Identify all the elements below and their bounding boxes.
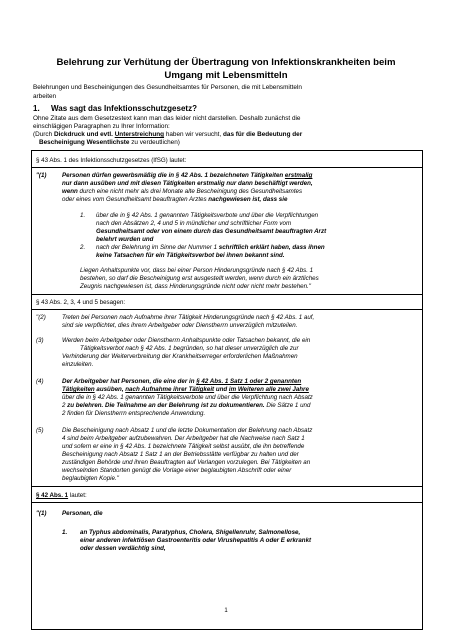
p4-bold: und bbox=[214, 386, 229, 393]
section-heading bbox=[33, 104, 197, 113]
p3-line-2: Tätigkeitsverbot nach § 42 Abs. 1 begründen, so hat dieser unverzüglich die zur bbox=[80, 345, 299, 352]
intro-line-2: arbeiten bbox=[33, 92, 57, 100]
s42-ref-bold: § 42 Abs. 1 bbox=[36, 492, 69, 499]
item-2-line-1 bbox=[96, 244, 325, 252]
item-1-line-2: nach den Absätzen 2, 4 und 5 in mündlicher und schriftlicher Form vom bbox=[96, 220, 292, 227]
item-2-text: nach der Belehrung im Sinne der Nummer 1 bbox=[96, 244, 219, 251]
p4-bold-underline: Tätigkeiten bbox=[62, 386, 95, 393]
p1-bold: wenn bbox=[62, 188, 78, 195]
p1-line-1 bbox=[62, 172, 312, 180]
lead-text: zu verdeutlichen) bbox=[129, 139, 180, 146]
p5-line-4: Bescheinigung nach Absatz 1 Satz 1 an der Betriebsstätte verfügbar zu halten und der bbox=[62, 451, 299, 458]
p4-line-3: über die in § 42 Abs. 1 genannten Tätigkeitsverbote und über die Verpflichtung nach Absatz bbox=[62, 394, 313, 401]
section-number: 1. bbox=[33, 104, 40, 113]
section-title: Was sagt das Infektionsschutzgesetz? bbox=[51, 104, 197, 113]
p1-line-3 bbox=[62, 188, 302, 196]
q1-item-number: 1. bbox=[62, 529, 68, 536]
item-2-line-2: keine Tatsachen für ein Tätigkeitsverbot bei ihnen bekannt sind. bbox=[96, 252, 285, 259]
item-1-line-3: Gesundheitsamt oder von einem durch das Gesundheitsamt beauftragten Arzt bbox=[96, 228, 327, 235]
p1-text: durch eine nicht mehr als drei Monate alte Bescheinigung des Gesundheitsamtes bbox=[77, 188, 303, 195]
lead-line-2: einschlägigen Paragraphen zu Ihrer Information: bbox=[33, 123, 170, 130]
lead-text: haben wir versucht, bbox=[164, 131, 224, 138]
p4-bold: Der Arbeitgeber hat Personen, die eine der in bbox=[62, 378, 197, 385]
s42-ref-text: lautet: bbox=[68, 492, 87, 499]
p1-text: Personen dürfen gewerbsmäßig die in § 42 Abs. 1 bezeichneten Tätigkeiten bbox=[62, 172, 285, 179]
p2-line-2: sind sie verpflichtet, dies ihrem Arbeitgeber oder Dienstherrn unverzüglich mitzuteilen. bbox=[62, 322, 298, 329]
p4-line-1 bbox=[62, 378, 301, 386]
lead-line-4 bbox=[33, 139, 422, 147]
p4-text: Die Sätze 1 und bbox=[264, 402, 311, 409]
p5-line-7: beglaubigten Kopie." bbox=[62, 475, 119, 482]
item-1-line-1: über die in § 42 Abs. 1 genannten Tätigkeitsverbote und über die Verpflichtungen bbox=[96, 212, 319, 219]
lead-bold-underline: Unterstreichung bbox=[114, 131, 165, 138]
p1-tail-line-2: bestehen, so darf die Bescheinigung erst ausgestellt werden, wenn durch ein ärztliches bbox=[80, 275, 319, 282]
lead-line-3 bbox=[33, 131, 422, 139]
p4-line-4 bbox=[62, 402, 310, 410]
p3-line-4: einzuleiten. bbox=[62, 361, 94, 368]
p1-tail-line-3: Zeugnis nachgewiesen ist, dass Hinderungsgründe nicht oder nicht mehr bestehen." bbox=[80, 283, 311, 290]
lead-bold: das für die Bedeutung der bbox=[223, 131, 303, 138]
divider bbox=[32, 486, 422, 487]
p1-line-4 bbox=[62, 196, 287, 204]
q1-line-2: einer anderen infektiösen Gastroenteritis oder Virushepatitis A oder E erkrankt bbox=[80, 537, 312, 544]
divider bbox=[32, 502, 422, 503]
s43-other-intro: § 43 Abs. 2, 3, 4 und 5 besagen: bbox=[36, 299, 126, 306]
p4-text: 2 bbox=[62, 402, 68, 409]
item-2-bold: schriftlich erklärt haben, dass ihnen bbox=[218, 244, 325, 251]
p1-bold: nachgewiesen ist, dass sie bbox=[208, 196, 288, 203]
q1-number: "(1) bbox=[36, 510, 47, 517]
p3-line-3: Verhinderung der Weiterverbreitung der Krankheitserreger erforderlichen Maßnahmen bbox=[62, 353, 298, 360]
q1-line-3: oder dessen verdächtig sind, bbox=[80, 545, 166, 552]
p1-underline: erstmalig bbox=[284, 172, 313, 179]
p3-number: (3) bbox=[36, 337, 44, 344]
q1-label: Personen, die bbox=[62, 510, 103, 517]
p4-bold-underline: nach Aufnahme ihrer Tätigkeit bbox=[125, 386, 215, 393]
p1-tail-line-1: Liegen Anhaltspunkte vor, dass bei einer Person Hinderungsgründe nach § 42 Abs. 1 bbox=[80, 267, 314, 274]
p4-bold-underline: im Weiteren alle zwei Jahre bbox=[228, 386, 309, 393]
p5-line-5: zuständigen Behörde und ihren Beauftragten auf Verlangen vorzulegen. Bei Tätigkeiten an bbox=[62, 459, 311, 466]
page-number: 1 bbox=[224, 608, 228, 614]
item-2-number: 2. bbox=[80, 244, 86, 251]
p1-text: oder eines vom Gesundheitsamt beauftragten Arztes bbox=[62, 196, 209, 203]
title-line-2: Umgang mit Lebensmitteln bbox=[164, 70, 288, 81]
law-quote-box bbox=[31, 150, 423, 630]
intro-line-1: Belehrungen und Bescheinigungen des Gesundheitsamtes für Personen, die mit Lebensmitteln bbox=[33, 84, 302, 91]
p2-number: "(2) bbox=[36, 314, 46, 321]
lead-text: (Durch bbox=[33, 131, 54, 138]
item-1-line-4: belehrt wurden und bbox=[96, 236, 154, 243]
p4-bold: ausüben, bbox=[94, 386, 126, 393]
p3-line-1: Werden beim Arbeitgeber oder Dienstherrn Anhaltspunkte oder Tatsachen bekannt, die ein bbox=[62, 337, 311, 344]
p2-line-1: Treten bei Personen nach Aufnahme ihrer Tätigkeit Hinderungsgründe nach § 42 Abs. 1 auf, bbox=[62, 314, 315, 321]
q1-line-1: an Typhus abdominalis, Paratyphus, Cholera, Shigellenruhr, Salmonellose, bbox=[80, 529, 301, 536]
p4-bold-underline: § 42 Abs. 1 Satz 1 oder 2 genannten bbox=[196, 378, 302, 385]
document-title bbox=[30, 56, 422, 82]
lead-line-1: Ohne Zitate aus dem Gesetzestext kann man das leider nicht darstellen. Deshalb zunächst die bbox=[33, 115, 301, 122]
section-lead bbox=[33, 115, 422, 147]
p5-line-6: wechselnden Standorten genügt die Vorlage einer beglaubigten Abschrift oder einer bbox=[62, 467, 292, 474]
p5-line-1: Die Bescheinigung nach Absatz 1 und die letzte Dokumentation der Belehrung nach Absatz bbox=[62, 427, 313, 434]
divider bbox=[32, 309, 422, 310]
p4-line-2 bbox=[62, 386, 309, 394]
p5-number: (5) bbox=[36, 427, 44, 434]
divider bbox=[32, 294, 422, 295]
intro-text bbox=[33, 84, 422, 101]
title-line-1: Belehrung zur Verhütung der Übertragung von Infektionskrankheiten beim bbox=[56, 57, 396, 68]
p4-bold: zu belehren. Die Teilnahme an der Belehrung ist zu dokumentieren. bbox=[67, 402, 265, 409]
p5-line-2: 4 sind beim Arbeitgeber aufzubewahren. Der Arbeitgeber hat die Nachweise nach Satz 1 bbox=[62, 435, 305, 442]
lead-bold: Bescheinigung Wesentlichste bbox=[39, 139, 130, 146]
p1-line-2: nur dann ausüben und mit diesen Tätigkeiten erstmalig nur dann beschäftigt werden, bbox=[62, 180, 313, 187]
s42-ref bbox=[36, 492, 87, 500]
item-1-number: 1. bbox=[80, 212, 86, 219]
divider bbox=[32, 167, 422, 168]
lead-bold: Dickdruck und evtl. bbox=[53, 131, 115, 138]
p1-number: "(1) bbox=[36, 172, 47, 179]
p5-line-3: und sofern er eine in § 42 Abs. 1 bezeichnete Tätigkeit selbst ausübt, die ihn betreffende bbox=[62, 443, 305, 450]
p4-line-5: 2 finden für Dienstherrn entsprechende Anwendung. bbox=[62, 410, 206, 417]
s43-abs1-intro: § 43 Abs. 1 des Infektionsschutzgesetzes (IfSG) lautet: bbox=[36, 157, 187, 164]
p4-number: (4) bbox=[36, 378, 44, 385]
